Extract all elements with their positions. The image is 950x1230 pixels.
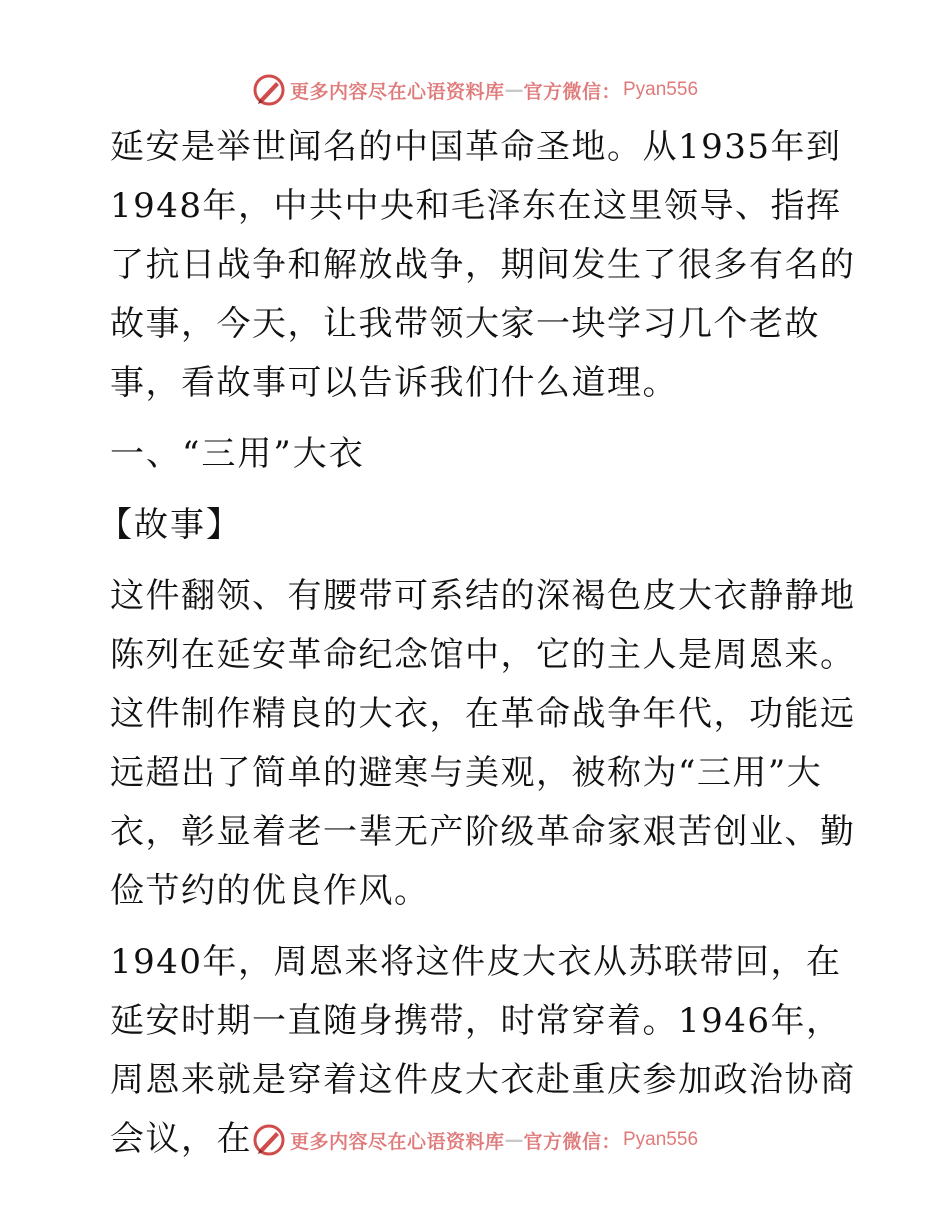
watermark-label: 官方微信： [523,1130,621,1153]
intro-paragraph: 延安是举世闻名的中国革命圣地。从1935年到1948年，中共中央和毛泽东在这里领导、指挥了抗日战争和解放战争，期间发生了很多有名的故事，今天，让我带领大家一块学习几个老故事，看故事可以告诉我们什么道理。 [110,127,856,403]
story-paragraph-1: 这件翻领、有腰带可系结的深褐色皮大衣静静地陈列在延安革命纪念馆中，它的主人是周恩来。这件制作精良的大衣，在革命战争年代，功能远远超出了简单的避寒与美观，被称为“三用”大衣，彰显着老一辈无产阶级革命家艰苦创业、勤俭节约的优良作风。 [110,576,856,911]
watermark-separator: — [504,1129,524,1151]
pen-logo-icon [252,73,286,107]
watermark-text: 更多内容尽在心语资料库 [289,80,505,103]
watermark-separator: — [504,79,524,101]
watermark-id: Pyan556 [623,1129,699,1150]
section-heading: 一、“三用”大衣 [110,434,365,474]
header-watermark [0,70,950,110]
pen-logo-icon [252,1123,286,1157]
watermark-label: 官方微信： [523,80,621,103]
footer-watermark [0,1120,950,1160]
document-body [98,118,858,1169]
watermark-id: Pyan556 [623,79,699,100]
story-label: 【故事】 [98,505,242,545]
story-paragraph-2: 1940年，周恩来将这件皮大衣从苏联带回，在延安时期一直随身携带，时常穿着。1946年，周恩来就是穿着这件皮大衣赴重庆参加政治协商会议，在 [110,942,856,1159]
watermark-text: 更多内容尽在心语资料库 [289,1130,505,1153]
